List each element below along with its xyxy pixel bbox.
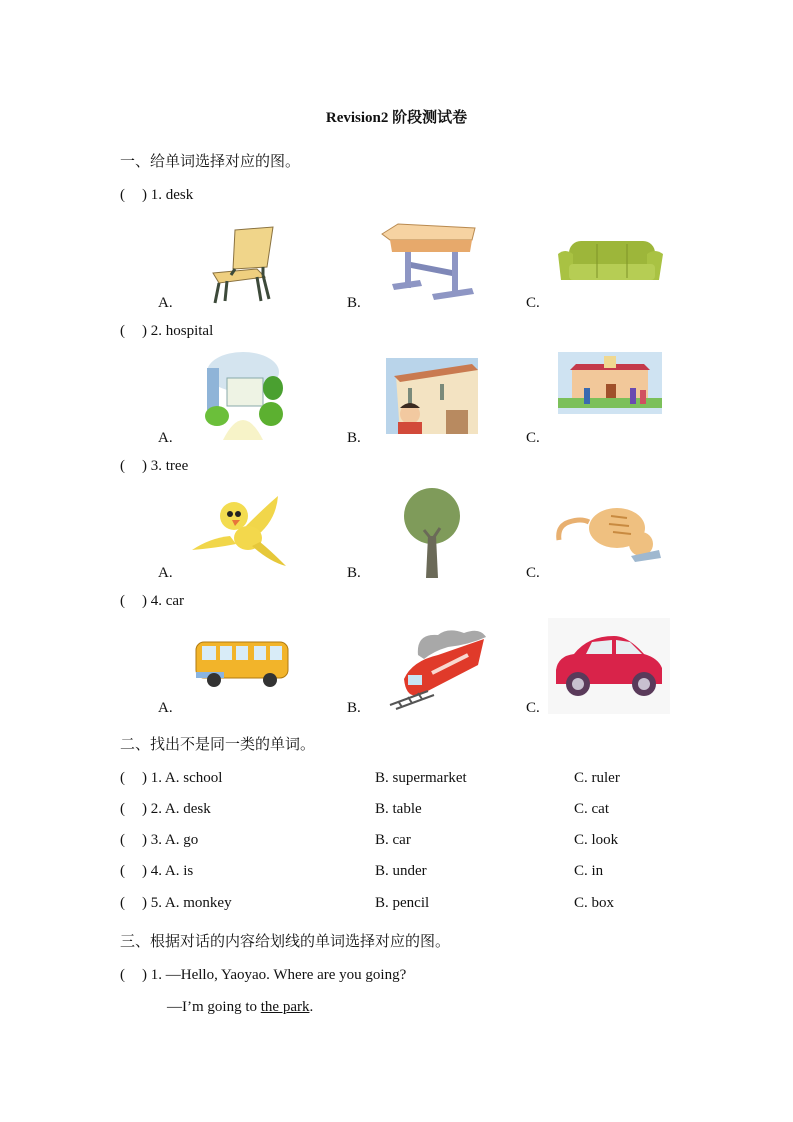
s1q4-option-a: A.: [158, 700, 173, 716]
section1-heading: 一、给单词选择对应的图。: [120, 152, 301, 170]
s2-row-5-b: B. pencil: [375, 895, 430, 911]
s2-row-2-b: B. table: [375, 801, 422, 817]
s2-row-1-b: B. supermarket: [375, 770, 467, 786]
s1q1-option-a: A.: [158, 295, 173, 311]
s1q3-option-b: B.: [347, 565, 361, 581]
s2-row-4-b: B. under: [375, 863, 427, 879]
s2-row-5-a: ( ) 5. A. monkey: [120, 895, 232, 911]
s2-row-4-c: C. in: [574, 863, 604, 879]
s1q1-option-b: B.: [347, 295, 361, 311]
s1-question-3: ( ) 3. tree: [120, 458, 189, 474]
desk-picture: [380, 222, 480, 302]
s2-row-1-c: C. ruler: [574, 770, 620, 786]
s1q1-option-c: C.: [526, 295, 540, 311]
s1-question-4: ( ) 4. car: [120, 593, 185, 609]
tree-picture: [402, 488, 462, 580]
s1-question-2: ( ) 2. hospital: [120, 323, 214, 339]
sofa-picture: [555, 238, 665, 286]
s2-row-2-c: C. cat: [574, 801, 609, 817]
section3-heading: 三、根据对话的内容给划线的单词选择对应的图。: [120, 932, 451, 950]
bus-picture: [192, 640, 292, 690]
s2-row-1-a: ( ) 1. A. school: [120, 770, 223, 786]
cat-picture: [555, 500, 665, 564]
s2-row-2-a: ( ) 2. A. desk: [120, 801, 211, 817]
s2-row-3-a: ( ) 3. A. go: [120, 832, 199, 848]
s2-row-3-b: B. car: [375, 832, 411, 848]
school-picture: [558, 352, 662, 414]
shop-picture: [386, 358, 478, 434]
s1q2-option-b: B.: [347, 430, 361, 446]
section2-heading: 二、找出不是同一类的单词。: [120, 735, 316, 753]
s2-row-4-a: ( ) 4. A. is: [120, 863, 194, 879]
chair-picture: [205, 225, 275, 305]
s3-question-1-line1: ( ) 1. —Hello, Yaoyao. Where are you going?: [120, 967, 407, 983]
s1q3-option-c: C.: [526, 565, 540, 581]
s1q2-option-c: C.: [526, 430, 540, 446]
s1q4-option-c: C.: [526, 700, 540, 716]
page-title: Revision2 阶段测试卷: [325, 110, 468, 126]
s2-row-5-c: C. box: [574, 895, 615, 911]
car-picture: [548, 618, 670, 714]
s1-question-1: ( ) 1. desk: [120, 187, 194, 203]
bird-picture: [190, 492, 290, 568]
s2-row-3-c: C. look: [574, 832, 619, 848]
s1q2-option-a: A.: [158, 430, 173, 446]
train-picture: [388, 625, 488, 710]
s1q3-option-a: A.: [158, 565, 173, 581]
s3-question-1-line2: —I’m going to the park.: [167, 999, 314, 1015]
park-picture: [203, 350, 285, 442]
underlined-phrase: the park: [260, 999, 310, 1015]
s1q4-option-b: B.: [347, 700, 361, 716]
